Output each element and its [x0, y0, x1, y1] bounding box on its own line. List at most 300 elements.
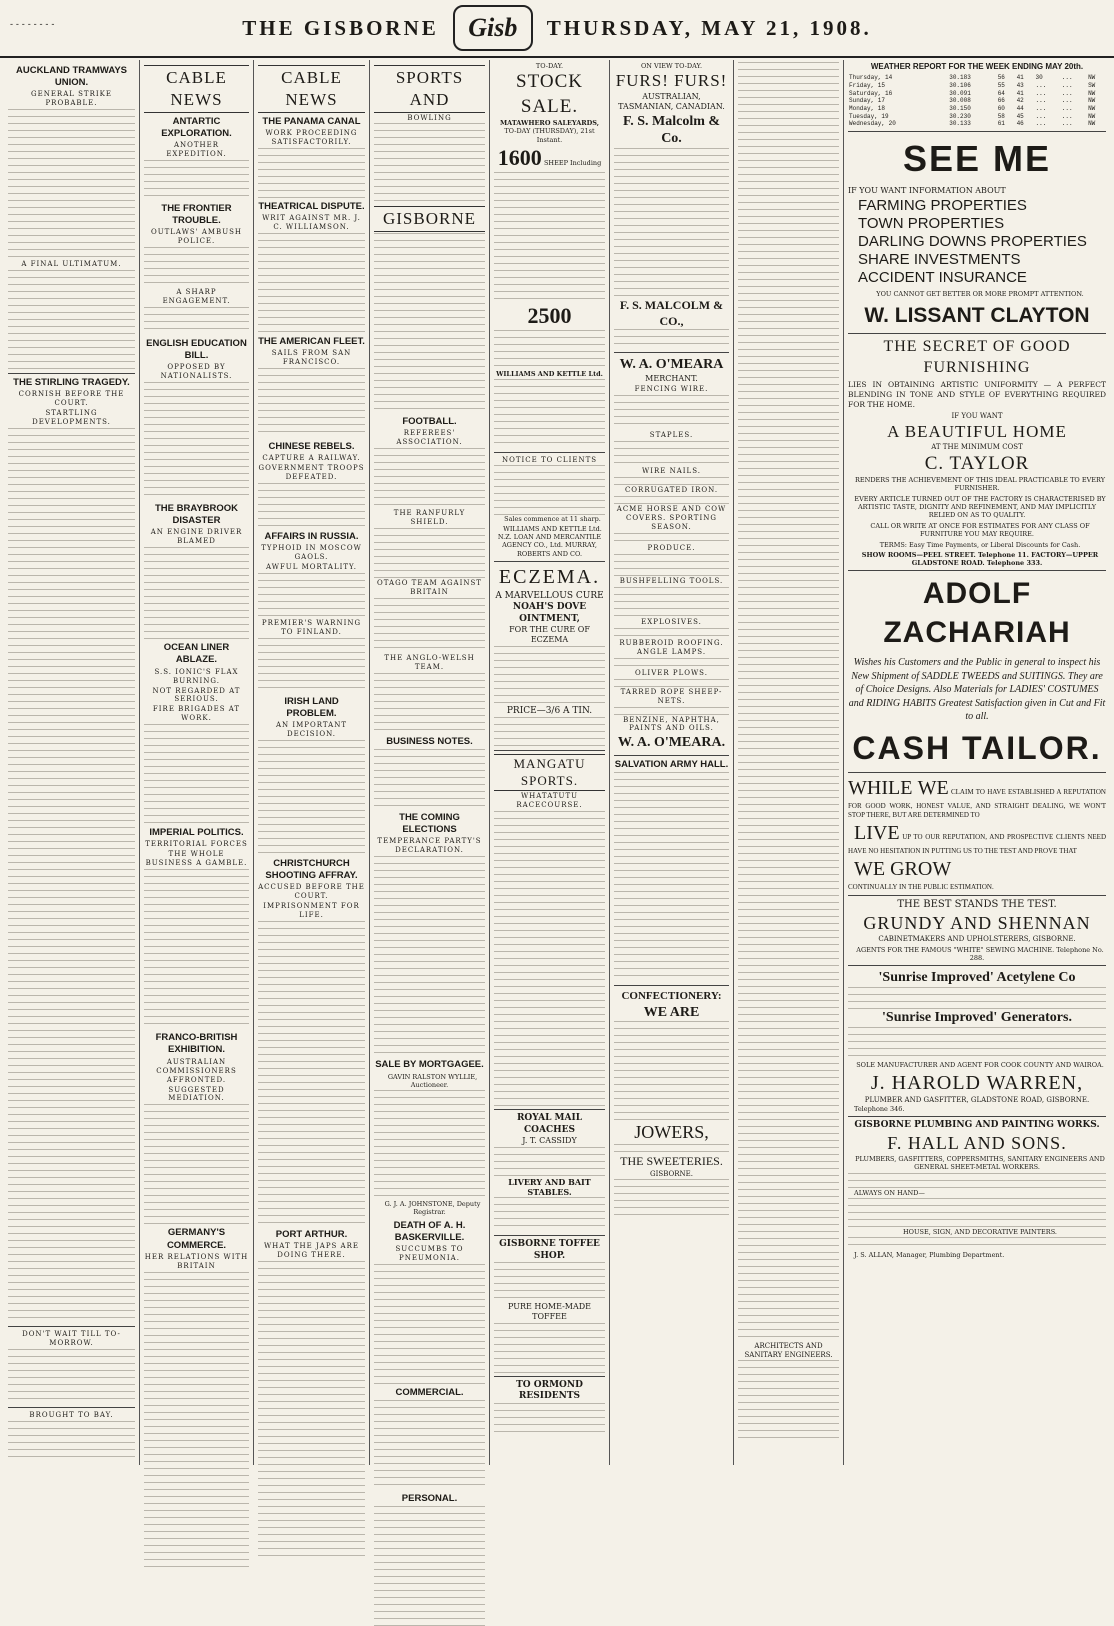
ad-firm-hall: F. HALL AND SONS.	[887, 1132, 1067, 1153]
ad-body	[614, 587, 729, 617]
article-body	[258, 1261, 365, 1561]
ad-body	[848, 1027, 1106, 1061]
ad-body	[614, 441, 729, 466]
ad-firm-name: F. S. MALCOLM & CO.,	[619, 298, 724, 328]
subhead: CAPTURE A RAILWAY.	[262, 453, 361, 462]
subhead-ultimatum: A FINAL ULTIMATUM.	[21, 260, 122, 269]
weather-cell: ...	[1035, 97, 1047, 105]
ad-firm-taylor: C. TAYLOR	[924, 452, 1030, 474]
ad-heading: ROYAL MAIL COACHES	[516, 1113, 583, 1135]
ad-see-me: SEE ME	[902, 137, 1052, 179]
headline-germany: GERMANY'S COMMERCE.	[166, 1227, 227, 1251]
ad-line: AGENTS FOR THE FAMOUS "WHITE" SEWING MACHINE. Telephone No. 288.	[856, 945, 1104, 963]
ad-line: J. S. ALLAN, Manager, Plumbing Department.	[854, 1251, 1005, 1260]
ad-line: MERCHANT.	[645, 373, 698, 383]
article-body	[374, 1264, 485, 1384]
ad-body	[614, 772, 729, 982]
ad-line: ALWAYS ON HAND—	[854, 1188, 925, 1197]
ad-line: IF YOU WANT INFORMATION ABOUT	[848, 186, 1006, 196]
ad-item: DARLING DOWNS PROPERTIES	[858, 233, 1087, 251]
ad-heading-sunrise: 'Sunrise Improved' Acetylene Co	[878, 970, 1076, 986]
article-body	[258, 368, 365, 438]
ad-heading-eczema: ECZEMA.	[498, 566, 601, 589]
ad-line: CABINETMAKERS AND UPHOLSTERERS, GISBORNE.	[878, 934, 1076, 943]
auctioneer: GAVIN RALSTON WYLLIE, Auctioneer.	[387, 1072, 478, 1089]
weather-cell: Saturday, 16	[849, 89, 893, 97]
ad-body	[614, 148, 729, 298]
subhead: BUSHFELLING TOOLS.	[619, 576, 724, 585]
ad-item: FARMING PROPERTIES	[858, 197, 1027, 215]
weather-cell: 41	[1016, 89, 1024, 97]
ad-line: PURE HOME-MADE TOFFEE	[507, 1302, 592, 1322]
weather-cell: ...	[1035, 104, 1047, 112]
ad-heading: NOTICE TO CLIENTS	[501, 455, 598, 464]
ad-body	[494, 172, 605, 302]
ad-line: SHEEP Including	[543, 158, 602, 167]
subhead: IMPRISONMENT FOR LIFE.	[263, 902, 360, 920]
ad-body	[494, 465, 605, 515]
ad-body	[614, 1144, 729, 1154]
ad-body	[614, 554, 729, 576]
ad-line: J. T. CASSIDY	[522, 1136, 577, 1146]
weather-cell: SW	[1088, 81, 1096, 89]
ad-body	[614, 707, 729, 715]
weather-row	[848, 82, 1106, 90]
weather-cell: 43	[1016, 81, 1024, 89]
ad-body	[614, 679, 729, 687]
subhead-cornish: CORNISH BEFORE THE COURT.	[18, 390, 125, 408]
weather-cell: 45	[1016, 112, 1024, 120]
ad-body	[848, 1198, 1106, 1228]
weather-cell: 30.133	[949, 120, 971, 128]
subhead-dont-wait: DON'T WAIT TILL TO-MORROW.	[22, 1330, 121, 1348]
subhead: AWFUL MORTALITY.	[265, 562, 358, 571]
column-8	[844, 60, 1110, 1465]
subhead: PREMIER'S WARNING TO FINLAND.	[261, 618, 362, 636]
weather-cell: ...	[1035, 89, 1047, 97]
ad-line: PLUMBER AND GASFITTER, GLADSTONE ROAD, GISBORNE.	[864, 1096, 1090, 1105]
subhead: TERRITORIAL FORCES	[145, 840, 248, 849]
ad-stock-sale	[494, 62, 605, 449]
headline-baskerville: DEATH OF A. H. BASKERVILLE.	[393, 1219, 466, 1243]
article-body	[374, 598, 485, 653]
subhead: FIRE BRIGADES AT WORK.	[152, 705, 241, 723]
page-number: - - - - - - - -	[10, 20, 55, 30]
ad-heading: STOCK SALE.	[516, 71, 583, 117]
ad-body	[848, 1173, 1106, 1189]
article-body	[258, 638, 365, 693]
ad-items-list	[848, 197, 1106, 287]
ad-heading: MANGATU SPORTS.	[494, 754, 605, 791]
article-body	[374, 856, 485, 1056]
weather-cell: NW	[1088, 112, 1096, 120]
subhead: HER RELATIONS WITH BRITAIN	[144, 1252, 249, 1270]
subhead: ACME HORSE AND COW COVERS. SPORTING SEASON.	[616, 505, 727, 531]
column-7	[734, 60, 844, 1465]
weather-cell: 46	[1016, 120, 1024, 128]
ad-body	[494, 1403, 605, 1433]
weather-cell: Friday, 15	[849, 81, 886, 89]
headline-port-arthur: PORT ARTHUR.	[275, 1228, 348, 1240]
weather-title: WEATHER REPORT FOR THE WEEK ENDING MAY 20th.	[870, 62, 1084, 71]
weather-cell: ...	[1061, 89, 1073, 97]
ad-body	[494, 379, 605, 449]
headline-fleet: THE AMERICAN FLEET.	[258, 335, 365, 347]
article-body	[258, 233, 365, 333]
weather-cell: 56	[997, 74, 1005, 82]
weather-row	[848, 90, 1106, 98]
headline-stirling: THE STIRLING TRAGEDY.	[13, 377, 130, 389]
ad-item: ACCIDENT INSURANCE	[858, 269, 1027, 287]
ad-line: GISBORNE.	[650, 1169, 693, 1178]
article-body	[144, 307, 249, 335]
subhead: WHAT THE JAPS ARE DOING THERE.	[263, 1242, 359, 1260]
subhead: OPPOSED BY NATIONALISTS.	[160, 363, 233, 381]
headline-business: BUSINESS NOTES.	[386, 735, 473, 747]
ad-body	[614, 395, 729, 430]
weather-row	[848, 113, 1106, 121]
ad-line: IF YOU WANT	[951, 412, 1003, 421]
subhead: BOWLING	[407, 113, 452, 122]
column-6	[610, 60, 734, 1465]
ad-while-we	[848, 776, 1106, 892]
ad-line: FOR THE CURE OF ECZEMA	[509, 625, 590, 645]
subhead: STAPLES.	[649, 431, 694, 440]
weather-table	[848, 74, 1106, 128]
headline-education: ENGLISH EDUCATION BILL.	[146, 337, 247, 361]
article-body	[144, 869, 249, 1029]
article-body	[258, 740, 365, 855]
ad-firm-name: W. A. O'MEARA	[619, 357, 724, 373]
ad-body	[614, 658, 729, 668]
ad-line: AT THE MINIMUM COST	[931, 442, 1023, 451]
subhead: TARRED ROPE SHEEP-NETS.	[620, 687, 723, 705]
weather-report	[848, 62, 1106, 128]
column-5	[490, 60, 610, 1465]
ad-line: ARCHITECTS AND SANITARY ENGINEERS.	[744, 1342, 833, 1359]
ad-line: CLAIM TO HAVE ESTABLISHED A REPUTATION FOR GOOD WORK, HONEST VALUE, AND STRAIGHT DEALING, WE WON'T STOP THERE, BUT ARE DETERMINED TO	[848, 788, 1106, 820]
ad-body	[494, 717, 605, 747]
subhead: BENZINE, NAPHTHA, PAINTS AND OILS.	[623, 715, 720, 733]
weather-cell: ...	[1061, 74, 1073, 82]
ad-heading: GISBORNE PLUMBING AND PAINTING WORKS.	[854, 1120, 1100, 1131]
weather-cell: 30	[1035, 74, 1043, 82]
ad-text: Wishes his Customers and the Public in general to inspect his New Shipment of SADDLE TWEEDS and SUITINGS. They are of Choice Designs. Also Materials for LADIES' COSTUMES and RIDING HABITS Greatest Satisfaction given in Cut and Fit to all.	[848, 657, 1106, 723]
headline-theatrical: THEATRICAL DISPUTE.	[258, 200, 365, 212]
ad-heading-home: A BEAUTIFUL HOME	[887, 422, 1067, 442]
ad-line: RENDERS THE ACHIEVEMENT OF THIS IDEAL PRACTICABLE TO EVERY FURNISHER.	[855, 476, 1105, 493]
subhead-startling: STARTLING DEVELOPMENTS.	[32, 409, 111, 427]
article-body	[374, 749, 485, 809]
ad-firm-name: W. A. O'MEARA.	[617, 735, 726, 751]
ad-line: CONTINUALLY IN THE PUBLIC ESTIMATION.	[848, 883, 994, 892]
ad-line: WHILE WE	[848, 777, 949, 800]
subhead: PRODUCE.	[647, 543, 696, 552]
headline-liner: OCEAN LINER ABLAZE.	[163, 642, 230, 666]
subhead: THE WHOLE BUSINESS A GAMBLE.	[145, 850, 248, 868]
weather-cell: 44	[1016, 104, 1024, 112]
ad-line: AUSTRALIAN, TASMANIAN, CANADIAN.	[618, 92, 725, 112]
ad-line: PLUMBERS, GASFITTERS, COPPERSMITHS, SANITARY ENGINEERS AND GENERAL SHEET-METAL WORKERS.	[855, 1155, 1105, 1172]
ad-body	[494, 1262, 605, 1302]
registrar: G. J. A. JOHNSTONE, Deputy Registrar.	[384, 1200, 481, 1217]
ad-line: A MARVELLOUS CURE	[495, 590, 604, 601]
article-body	[8, 1349, 135, 1404]
subhead: TEMPERANCE PARTY'S DECLARATION.	[377, 837, 482, 855]
subhead: REFEREES' ASSOCIATION.	[396, 429, 463, 447]
weather-cell: 30.230	[949, 112, 971, 120]
ad-body	[494, 646, 605, 706]
cable-news-title-2: CABLE NEWS	[258, 65, 365, 113]
ad-firm-grundy: GRUNDY AND SHENNAN	[863, 912, 1091, 933]
column-2	[140, 60, 254, 1465]
headline-panama: THE PANAMA CANAL	[262, 115, 361, 127]
article-body	[8, 428, 135, 1323]
headline-elections: THE COMING ELECTIONS	[399, 812, 460, 836]
ad-line: HOUSE, SIGN, AND DECORATIVE PAINTERS.	[903, 1227, 1057, 1236]
ad-firm-lissant: W. LISSANT CLAYTON	[864, 303, 1090, 327]
column-3	[254, 60, 370, 1465]
subhead: CORRUGATED IRON.	[624, 486, 719, 495]
article-body	[258, 921, 365, 1226]
ad-line: PRICE—3/6 A TIN.	[506, 705, 593, 716]
headline-chinese: CHINESE REBELS.	[268, 440, 355, 452]
masthead	[0, 0, 1114, 58]
ad-line: LIVERY AND BAIT STABLES.	[508, 1176, 591, 1197]
weather-cell: 42	[1016, 97, 1024, 105]
weather-cell: 66	[997, 97, 1005, 105]
ad-heading: TO ORMOND RESIDENTS	[516, 1379, 583, 1402]
subhead: ACCUSED BEFORE THE COURT.	[258, 883, 365, 901]
weather-row	[848, 105, 1106, 113]
subhead: WRIT AGAINST MR. J. C. WILLIAMSON.	[262, 213, 361, 231]
headline-commercial: COMMERCIAL.	[395, 1386, 464, 1398]
masthead-left: THE GISBORNE	[242, 15, 439, 40]
weather-row	[848, 74, 1106, 82]
headline-frontier: THE FRONTIER TROUBLE.	[161, 202, 232, 226]
ad-line: Telephone 346.	[854, 1105, 905, 1114]
subhead: AN IMPORTANT DECISION.	[275, 720, 348, 738]
weather-cell: 30.091	[949, 89, 971, 97]
subhead: WORK PROCEEDING SATISFACTORILY.	[265, 128, 358, 146]
ad-firm-name: JOWERS,	[634, 1122, 709, 1143]
article-body	[374, 1506, 485, 1626]
weather-cell: NW	[1088, 97, 1096, 105]
ad-heading: CONFECTIONERY:	[621, 990, 722, 1003]
ad-body	[614, 329, 729, 349]
ad-line: LIES IN OBTAINING ARTISTIC UNIFORMITY — A PERFECT BLENDING IN TONE AND STYLE OF EVERYTHING REQUIRED FOR THE HOME.	[848, 380, 1106, 409]
article-body	[144, 1272, 249, 1572]
article-body	[8, 1421, 135, 1461]
subhead: FENCING WIRE.	[634, 385, 709, 394]
ad-item: TOWN PROPERTIES	[858, 215, 1005, 233]
ad-body	[494, 1323, 605, 1373]
headline-football: FOOTBALL.	[402, 416, 457, 428]
weather-cell: NW	[1088, 120, 1096, 128]
ad-body	[614, 1179, 729, 1219]
article-body	[144, 724, 249, 824]
cable-news-title: CABLE NEWS	[144, 65, 249, 113]
ad-body	[494, 1147, 605, 1177]
weather-cell: ...	[1061, 120, 1073, 128]
headline-russia: AFFAIRS IN RUSSIA.	[264, 530, 359, 542]
article-body	[258, 573, 365, 618]
ad-body	[494, 811, 605, 1106]
ad-line: LIVE	[854, 821, 900, 844]
weather-row	[848, 97, 1106, 105]
article-body	[258, 483, 365, 528]
weather-cell: Thursday, 14	[849, 74, 893, 82]
subhead: A SHARP ENGAGEMENT.	[162, 287, 231, 305]
subhead: OTAGO TEAM AGAINST BRITAIN	[377, 579, 482, 597]
subhead: WIRE NAILS.	[642, 467, 701, 476]
weather-cell: 58	[997, 112, 1005, 120]
subhead: ANOTHER EXPEDITION.	[166, 140, 227, 158]
ad-firm-warren: J. HAROLD WARREN,	[870, 1071, 1084, 1094]
subhead: TYPHOID IN MOSCOW GAOLS.	[261, 543, 362, 561]
article-body	[8, 270, 135, 370]
ad-heading: WE ARE	[643, 1004, 700, 1020]
weather-cell: NW	[1088, 89, 1096, 97]
ad-body	[494, 1197, 605, 1232]
subhead: SAILS FROM SAN FRANCISCO.	[271, 348, 352, 366]
masthead-logo: Gisb	[453, 5, 533, 51]
article-body	[374, 1090, 485, 1200]
headline-tramways: AUCKLAND TRAMWAYS UNION.	[15, 65, 127, 89]
ad-line: Sales commence at 11 sharp.	[504, 515, 601, 524]
ad-line: NOAH'S DOVE OINTMENT,	[512, 602, 587, 624]
subhead: S.S. IONIC'S FLAX BURNING.	[154, 667, 239, 685]
ad-body	[614, 477, 729, 485]
ad-line: YOU CANNOT GET BETTER OR MORE PROMPT ATTENTION.	[876, 290, 1084, 299]
weather-cell: 64	[997, 89, 1005, 97]
ad-body	[614, 496, 729, 504]
subhead: AN ENGINE DRIVER BLAMED	[150, 528, 243, 546]
ad-body	[614, 1021, 729, 1121]
article-body	[374, 123, 485, 203]
weather-cell: 60	[997, 104, 1005, 112]
weather-cell: ...	[1061, 112, 1073, 120]
ad-firm-name: F. S. Malcolm & Co.	[622, 113, 721, 147]
weather-cell: ...	[1061, 104, 1073, 112]
headline-irish: IRISH LAND PROBLEM.	[284, 695, 339, 719]
ad-number: 2500	[527, 303, 572, 329]
ad-line: SOLE MANUFACTURER AND AGENT FOR COOK COUNTY AND WAIROA.	[856, 1061, 1104, 1070]
ad-item: SHARE INVESTMENTS	[858, 251, 1021, 269]
ad-heading-secret: THE SECRET OF GOOD FURNISHING	[883, 338, 1071, 376]
subhead: NOT REGARDED AT SERIOUS.	[152, 686, 241, 704]
subhead: THE ANGLO-WELSH TEAM.	[384, 654, 475, 672]
weather-cell: Wednesday, 20	[849, 120, 896, 128]
column-4	[370, 60, 490, 1505]
ad-body	[848, 1237, 1106, 1251]
ad-line: WILLIAMS AND KETTLE Ltd.	[496, 370, 603, 379]
weather-cell: 30.106	[949, 81, 971, 89]
masthead-date: THURSDAY, MAY 21, 1908.	[546, 15, 872, 40]
weather-cell: 61	[997, 120, 1005, 128]
article-body	[144, 160, 249, 200]
weather-cell: Sunday, 17	[849, 97, 886, 105]
headline-imperial: IMPERIAL POLITICS.	[149, 827, 244, 839]
article-body	[144, 1104, 249, 1224]
subhead: RUBBEROID ROOFING. ANGLE LAMPS.	[619, 638, 724, 656]
weather-cell: NW	[1088, 74, 1096, 82]
headline-sports: SPORTS AND	[374, 65, 485, 113]
article-body	[144, 247, 249, 287]
ad-heading: SALVATION ARMY HALL.	[614, 759, 729, 771]
subhead: AUSTRALIAN COMMISSIONERS AFFRONTED.	[156, 1057, 237, 1084]
weather-cell: ...	[1035, 81, 1047, 89]
article-body	[374, 233, 485, 413]
article-body	[738, 62, 839, 1342]
ad-body	[614, 628, 729, 638]
ad-line: UP TO OUR REPUTATION, AND PROSPECTIVE CLIENTS NEED HAVE NO HESITATION IN PUTTING US TO THE TEST AND PROVE THAT	[848, 832, 1107, 855]
weather-cell: 30.008	[949, 97, 971, 105]
weather-cell: 41	[1016, 74, 1024, 82]
article-body	[374, 448, 485, 508]
subhead-strike: GENERAL STRIKE PROBABLE.	[31, 90, 112, 108]
ad-heading-sunrise: 'Sunrise Improved' Generators.	[882, 1010, 1072, 1026]
article-body	[144, 382, 249, 500]
newspaper-columns	[4, 60, 1110, 1505]
ad-number: 1600	[497, 144, 542, 170]
ad-line: MATAWHERO SALEYARDS,	[499, 118, 600, 127]
article-body	[258, 148, 365, 198]
ad-heading-furs: FURS! FURS!	[615, 71, 728, 91]
subhead: THE RANFURLY SHIELD.	[393, 509, 466, 527]
ad-line: WILLIAMS AND KETTLE Ltd. N.Z. LOAN AND MERCANTILE AGENCY CO., Ltd. MURRAY, ROBERTS AND CO.	[497, 524, 602, 558]
subhead: SUGGESTED MEDIATION.	[168, 1085, 225, 1103]
ad-body	[494, 330, 605, 370]
article-body	[8, 109, 135, 259]
headline-personal: PERSONAL.	[401, 1493, 458, 1505]
weather-cell: Tuesday, 19	[849, 112, 889, 120]
ad-body	[848, 987, 1106, 1009]
weather-cell: ...	[1035, 112, 1047, 120]
weather-cell: 30.150	[949, 104, 971, 112]
subhead: EXPLOSIVES.	[641, 617, 702, 626]
subhead: SUCCUMBS TO PNEUMONIA.	[395, 1245, 464, 1263]
weather-cell: Monday, 18	[849, 104, 886, 112]
weather-cell: 55	[997, 81, 1005, 89]
weather-cell: ...	[1061, 81, 1073, 89]
article-body	[374, 528, 485, 578]
ad-line: EVERY ARTICLE TURNED OUT OF THE FACTORY IS CHARACTERISED BY ARTISTIC TASTE, DIGNITY AND REFINEMENT, AND MAY IMPLICITLY RELIED ON AS TO QUALITY.	[854, 494, 1106, 520]
subhead: GOVERNMENT TROOPS DEFEATED.	[258, 463, 365, 481]
weather-cell: ...	[1035, 120, 1047, 128]
ad-line: SHOW ROOMS—PEEL STREET. Telephone 11. FACTORY—UPPER GLADSTONE ROAD. Telephone 333.	[861, 550, 1099, 567]
headline-antartic: ANTARTIC EXPLORATION.	[161, 115, 232, 139]
column-1	[4, 60, 140, 1465]
ad-line: THE BEST STANDS THE TEST.	[897, 899, 1057, 911]
ad-line: THE SWEETERIES.	[620, 1154, 723, 1169]
ad-line: TERMS: Easy Time Payments, or Liberal Discounts for Cash.	[879, 541, 1081, 550]
ad-body	[738, 1360, 839, 1440]
ad-line: TO-DAY (THURSDAY), 21st Instant.	[504, 127, 595, 144]
ad-body	[614, 533, 729, 543]
article-body	[374, 673, 485, 733]
ad-cash-tailor: CASH TAILOR.	[852, 729, 1102, 766]
headline-gisborne: GISBORNE	[374, 206, 485, 232]
article-body	[374, 1400, 485, 1490]
weather-cell: NW	[1088, 104, 1096, 112]
subhead-brought-to-bay: BROUGHT TO BAY.	[29, 1411, 114, 1420]
weather-cell: 30.183	[949, 74, 971, 82]
article-body	[144, 547, 249, 639]
headline-mortgagee: SALE BY MORTGAGEE.	[375, 1059, 484, 1071]
subhead: OUTLAWS' AMBUSH POLICE.	[150, 228, 243, 245]
weather-cell: ...	[1061, 97, 1073, 105]
